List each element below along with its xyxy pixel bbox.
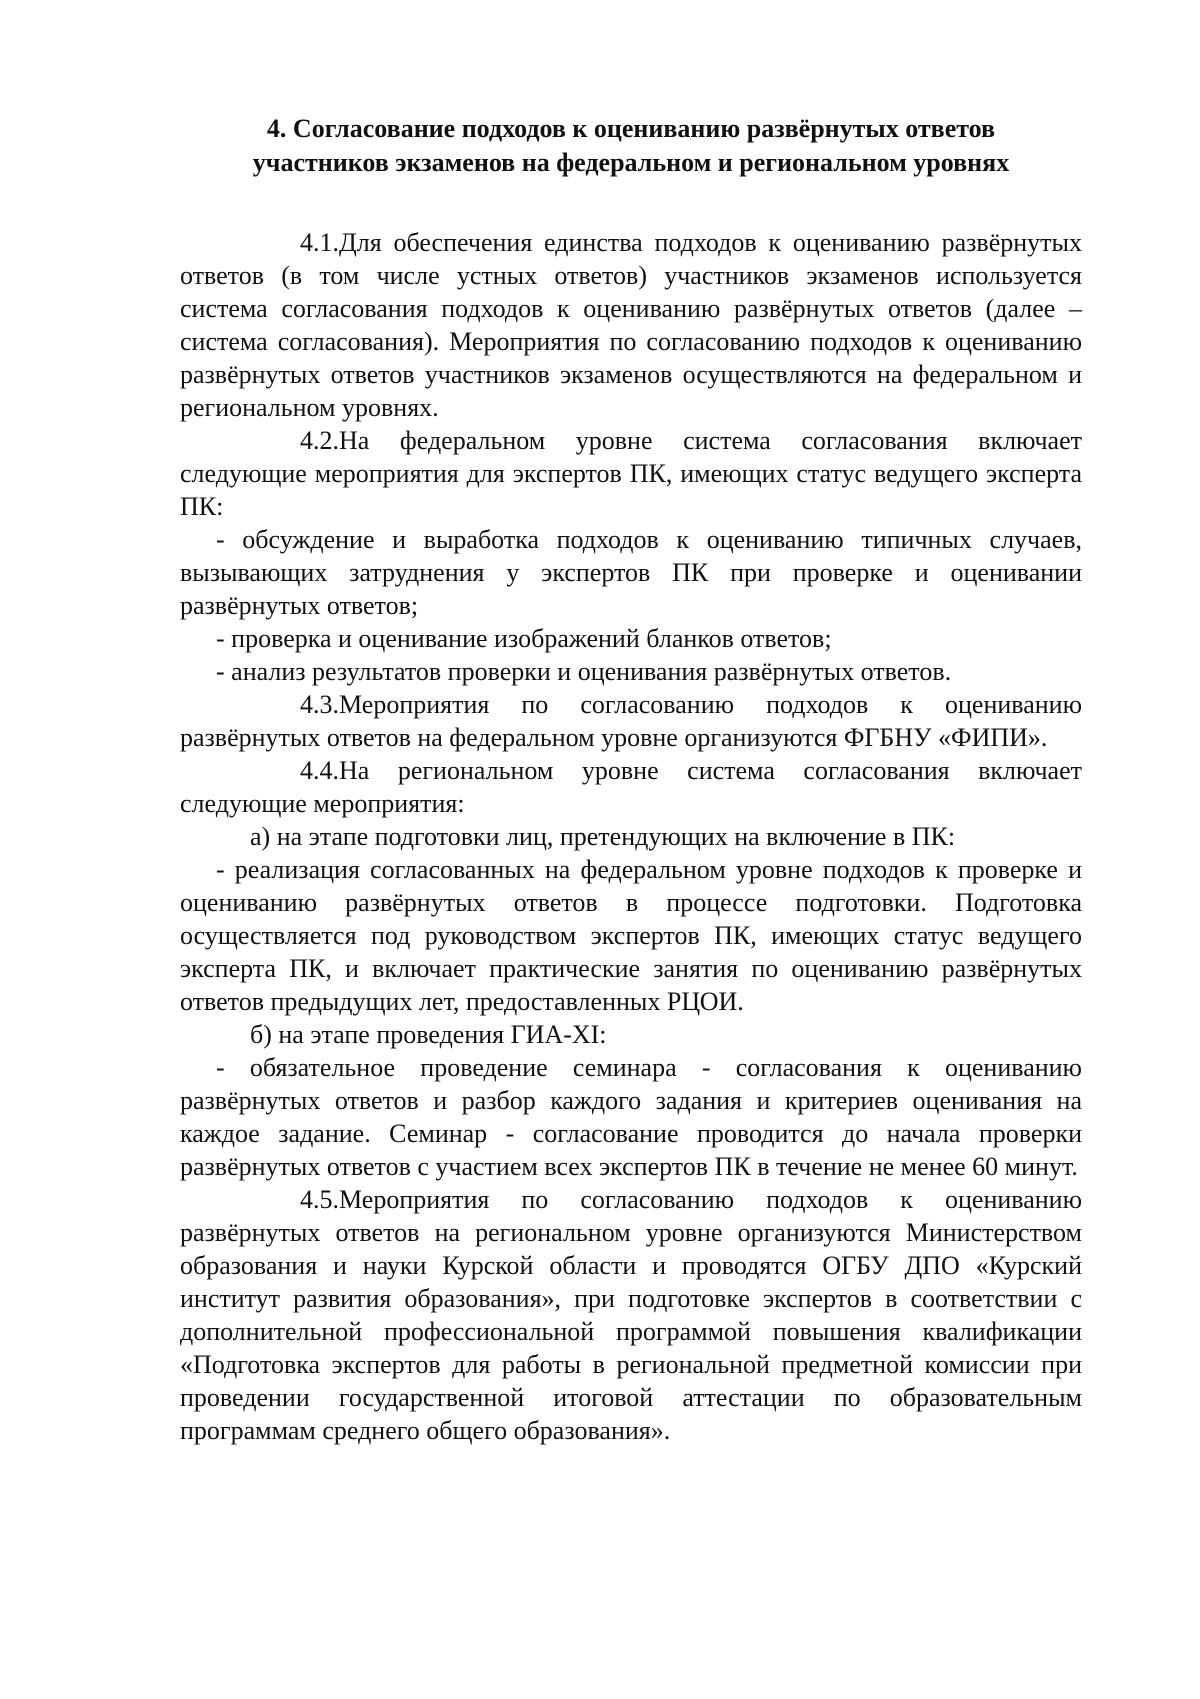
paragraph-text: Для обеспечения единства подходов к оцениванию развёрнутых ответов (в том числе устных ответов) участников экзаменов используется система согласования подходов к оцениванию развёрнутых ответов (далее – система согласования). Мероприятия по согласованию подходов к оцениванию развёрнутых ответов участников экзаменов осуществляются на федеральном и региональном уровнях. [180,228,1082,422]
list-item-check-images: - проверка и оценивание изображений бланков ответов; [216,624,832,653]
paragraph-number: 4.1. [300,228,339,257]
paragraph-text: На федеральном уровне система согласования включает следующие мероприятия для экспертов ПК, имеющих статус ведущего эксперта ПК: [180,426,1082,521]
paragraph-text: Мероприятия по согласованию подходов к оцениванию развёрнутых ответов на федеральном уровне организуются ФГБНУ «ФИПИ». [180,690,1082,752]
section-body [180,226,1082,1447]
paragraph-4-3 [180,688,1082,754]
paragraph-4-4 [180,754,1082,820]
section-title-line-2: участников экзаменов на федеральном и региональном уровнях [252,148,1010,177]
paragraph-4-2 [180,424,1082,523]
paragraph-number: 4.2. [300,426,339,455]
list-item-seminar: - обязательное проведение семинара - согласования к оцениванию развёрнутых ответов и разбор каждого задания и критериев оценивания на каждое задание. Семинар - согласование проводится до начала проверки развёрнутых ответов с участием всех экспертов ПК в течение не менее 60 минут. [180,1053,1082,1181]
list-item-training: - реализация согласованных на федеральном уровне подходов к проверке и оцениванию развёрнутых ответов в процессе подготовки. Подготовка осуществляется под руководством экспертов ПК, имеющих статус ведущего эксперта ПК, и включает практические занятия по оцениванию развёрнутых ответов предыдущих лет, предоставленных РЦОИ. [180,855,1082,1016]
paragraph-4-1 [180,226,1082,424]
paragraph-4-5 [180,1183,1082,1447]
paragraph-text: Мероприятия по согласованию подходов к оцениванию развёрнутых ответов на региональном уровне организуются Министерством образования и науки Курской области и проводятся ОГБУ ДПО «Курский институт развития образования», при подготовке экспертов в соответствии с дополнительной профессиональной программой повышения квалификации «Подготовка экспертов для работы в региональной предметной комиссии при проведении государственной итоговой аттестации по образовательным программам среднего общего образования». [180,1185,1082,1445]
paragraph-text: На региональном уровне система согласования включает следующие мероприятия: [180,756,1082,818]
section-title-line-1: 4. Согласование подходов к оцениванию развёрнутых ответов [266,114,996,143]
paragraph-number: 4.5. [300,1185,339,1214]
subitem-a: а) на этапе подготовки лиц, претендующих на включение в ПК: [250,822,956,851]
paragraph-number: 4.3. [300,690,339,719]
section-title [180,112,1082,180]
list-item-discussion: - обсуждение и выработка подходов к оцениванию типичных случаев, вызывающих затруднения у экспертов ПК при проверке и оценивании развёрнутых ответов; [180,525,1082,620]
subitem-b: б) на этапе проведения ГИА-XI: [250,1020,607,1049]
list-item-analysis: - анализ результатов проверки и оценивания развёрнутых ответов. [216,657,952,686]
paragraph-number: 4.4. [300,756,339,785]
